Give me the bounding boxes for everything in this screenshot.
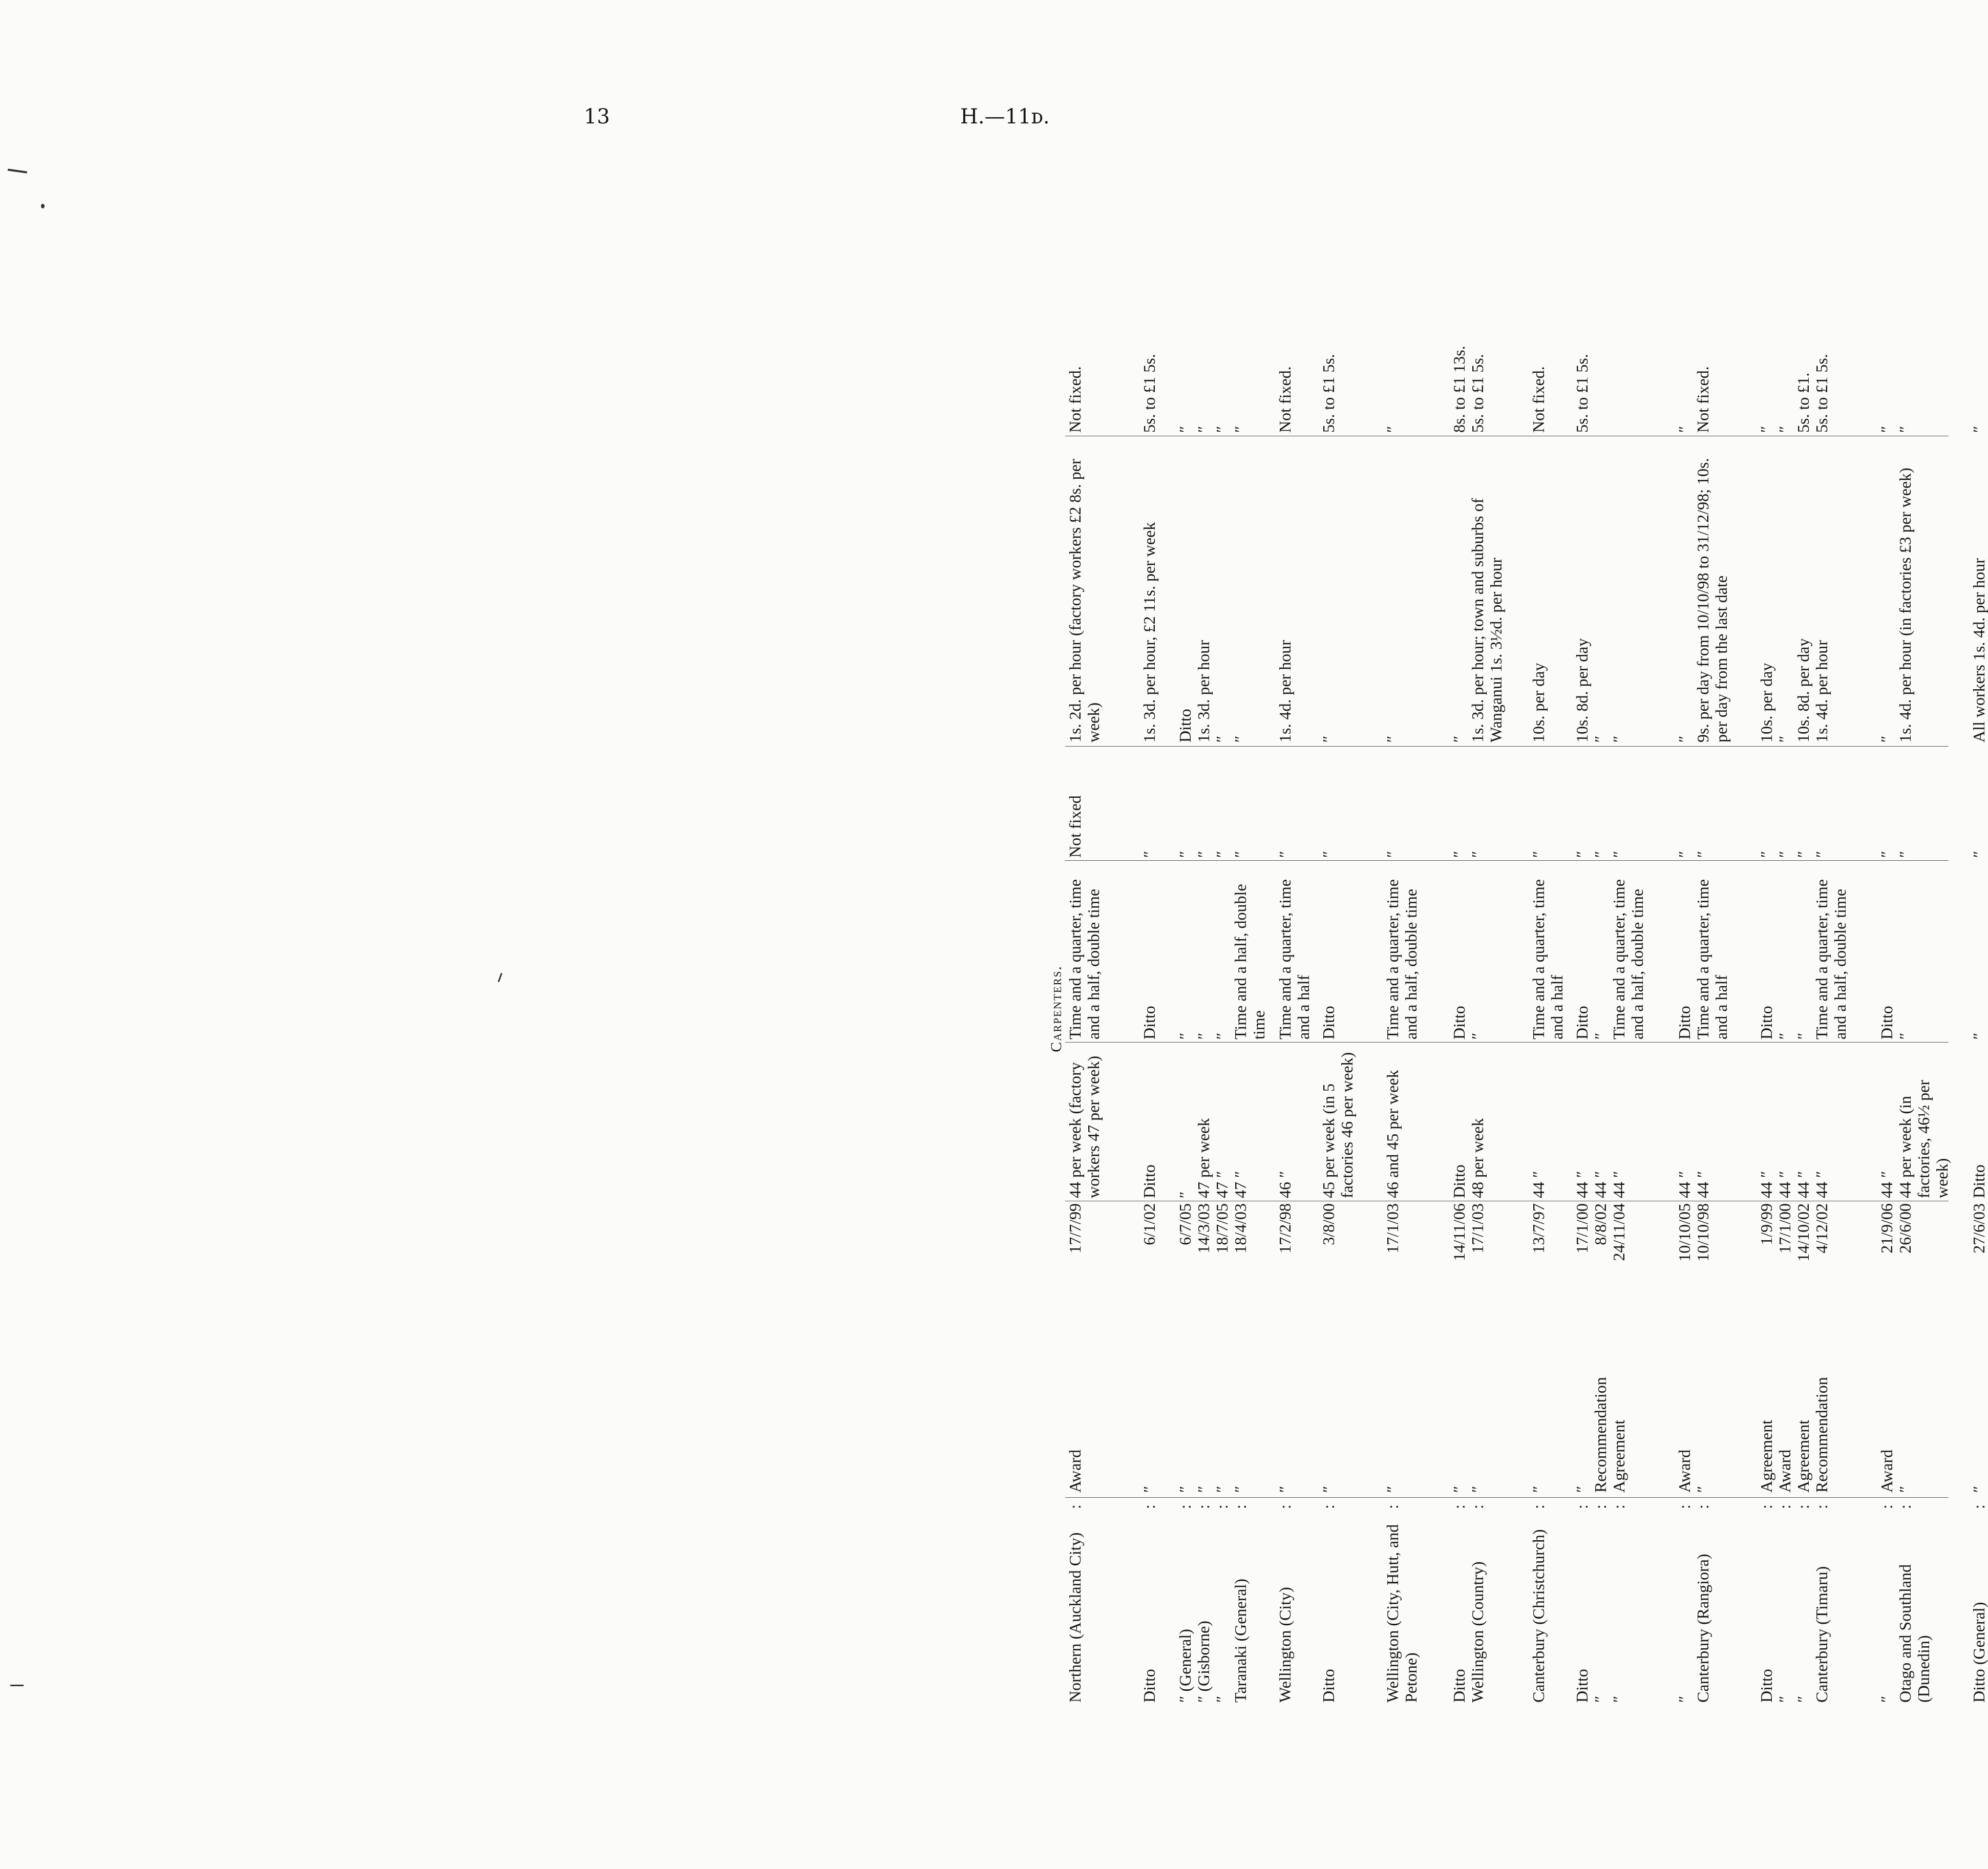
piecework-cell: ″ (1319, 851, 1338, 858)
date-cell: 14/11/06 (1450, 1203, 1468, 1261)
leader-dots: : (1970, 1504, 1988, 1509)
overtime-cell: Ditto (1877, 1006, 1896, 1039)
hours-cell: Ditto (1970, 1164, 1988, 1198)
apprentices-cell: 5s. to £1 5s. (1468, 354, 1487, 433)
overtime-cell: Time and a quarter, time and a half, double time (1812, 879, 1849, 1039)
minimum-wage-cell: 1s. 3d. per hour (1194, 640, 1213, 742)
leader-dots: : (1383, 1504, 1402, 1509)
leader-dots: : (1319, 1504, 1338, 1509)
apprentices-cell: ″ (1231, 426, 1250, 433)
overtime-cell: Time and a quarter, time and a half (1694, 879, 1730, 1039)
nature-cell: ″ (1896, 1485, 1914, 1493)
date-cell: 21/9/06 (1877, 1203, 1896, 1254)
apprentices-cell: ″ (1675, 426, 1694, 433)
piecework-cell: ″ (1573, 851, 1591, 858)
column-rule (1065, 746, 1949, 747)
minimum-wage-cell: 10s. 8d. per day (1573, 638, 1591, 742)
date-cell: 17/1/03 (1468, 1203, 1487, 1254)
apprentices-cell: ″ (1970, 426, 1988, 433)
leader-dots: : (1194, 1504, 1213, 1509)
date-cell: 8/8/02 (1591, 1203, 1610, 1245)
hours-cell: 44 ″ (1573, 1171, 1591, 1198)
overtime-cell: Ditto (1757, 1006, 1775, 1039)
scan-mark (8, 168, 27, 173)
piecework-cell: Not fixed (1066, 795, 1084, 858)
district-cell: ″ (1775, 1695, 1794, 1703)
nature-cell: Recommendation (1591, 1377, 1610, 1493)
hours-cell: Ditto (1450, 1164, 1468, 1198)
apprentices-cell: ″ (1176, 426, 1194, 433)
document-reference: H.—11ᴅ. (960, 105, 1050, 129)
scan-mark (41, 204, 45, 208)
date-cell: 10/10/98 (1694, 1203, 1712, 1262)
scan-mark (498, 973, 502, 982)
district-cell: Canterbury (Timaru) (1812, 1566, 1831, 1703)
date-cell: 26/6/00 (1896, 1203, 1914, 1254)
minimum-wage-cell: 9s. per day from 10/10/98 to 31/12/98; 10s. per day from the last date (1694, 458, 1730, 742)
hours-cell: 47 per week (1194, 1118, 1213, 1198)
scan-mark (10, 1685, 24, 1686)
apprentices-cell: 8s. to £1 13s. (1450, 346, 1468, 433)
district-cell: Canterbury (Christchurch) (1529, 1529, 1548, 1703)
district-cell: Ditto (1450, 1669, 1468, 1703)
piecework-cell: ″ (1450, 851, 1468, 858)
leader-dots: : (1066, 1504, 1084, 1509)
hours-cell: 44 ″ (1694, 1171, 1712, 1198)
date-cell: 18/4/03 (1231, 1203, 1250, 1254)
district-cell: Ditto (1757, 1669, 1775, 1703)
nature-cell: ″ (1450, 1485, 1468, 1493)
minimum-wage-cell: All workers 1s. 4d. per hour (1970, 558, 1988, 742)
minimum-wage-cell: 1s. 4d. per hour (in factories £3 per week) (1896, 468, 1914, 742)
nature-cell: Award (1675, 1449, 1694, 1493)
district-cell: Otago and Southland (Dunedin) (1896, 1564, 1933, 1703)
district-cell: ″ (1591, 1695, 1610, 1703)
apprentices-cell: Not fixed. (1066, 366, 1084, 433)
district-cell: ″ (1610, 1695, 1628, 1703)
date-cell: 10/10/05 (1675, 1203, 1694, 1262)
minimum-wage-cell: 1s. 3d. per hour, £2 11s. per week (1140, 522, 1158, 742)
overtime-cell: Time and a quarter, time and a half (1276, 879, 1313, 1039)
nature-cell: Agreement (1757, 1419, 1775, 1493)
apprentices-cell: ″ (1213, 426, 1231, 433)
minimum-wage-cell: 10s. 8d. per day (1794, 638, 1812, 742)
overtime-cell: ″ (1468, 1032, 1487, 1039)
minimum-wage-cell: 1s. 4d. per hour (1276, 640, 1294, 742)
hours-cell: 47 ″ (1231, 1171, 1250, 1198)
minimum-wage-cell: ″ (1213, 735, 1231, 742)
page-number: 13 (584, 105, 610, 129)
apprentices-cell: 5s. to £1 5s. (1573, 354, 1591, 433)
leader-dots: : (1573, 1504, 1591, 1509)
date-cell: 18/7/05 (1213, 1203, 1231, 1254)
date-cell: 24/11/04 (1610, 1203, 1628, 1261)
apprentices-cell: ″ (1896, 426, 1914, 433)
apprentices-cell: 5s. to £1 5s. (1812, 354, 1831, 433)
nature-cell: Award (1775, 1449, 1794, 1493)
minimum-wage-cell: 1s. 3d. per hour; town and suburbs of Wanganui 1s. 3½d. per hour (1468, 498, 1505, 742)
apprentices-cell: Not fixed. (1694, 366, 1712, 433)
nature-cell: ″ (1319, 1485, 1338, 1493)
leader-dots: : (1529, 1504, 1548, 1509)
district-cell: Ditto (1573, 1669, 1591, 1703)
district-cell: Wellington (City, Hutt, and Petone) (1383, 1524, 1420, 1703)
hours-cell: 47 ″ (1213, 1171, 1231, 1198)
minimum-wage-cell: ″ (1383, 735, 1402, 742)
leader-dots: : (1812, 1504, 1831, 1509)
leader-dots: : (1276, 1504, 1294, 1509)
apprentices-cell: Not fixed. (1529, 366, 1548, 433)
overtime-cell: Ditto (1450, 1006, 1468, 1039)
hours-cell: 44 ″ (1794, 1171, 1812, 1198)
section-title: Carpenters. (1048, 965, 1065, 1052)
piecework-cell: ″ (1775, 851, 1794, 858)
date-cell: 3/8/00 (1319, 1203, 1338, 1245)
hours-cell: 46 and 45 per week (1383, 1070, 1402, 1198)
minimum-wage-cell: ″ (1319, 735, 1338, 742)
minimum-wage-cell: ″ (1231, 735, 1250, 742)
hours-cell: 46 ″ (1276, 1171, 1294, 1198)
nature-cell: Agreement (1610, 1419, 1628, 1493)
date-cell: 14/3/03 (1194, 1203, 1213, 1254)
district-cell: Canterbury (Rangiora) (1694, 1554, 1712, 1703)
piecework-cell: ″ (1610, 851, 1628, 858)
date-cell: 14/10/02 (1794, 1203, 1812, 1262)
hours-cell: Ditto (1140, 1164, 1158, 1198)
date-cell: 17/1/03 (1383, 1203, 1402, 1254)
leader-dots: : (1591, 1504, 1610, 1509)
carpenters-table (1047, 294, 1988, 1703)
nature-cell: ″ (1213, 1485, 1231, 1493)
piecework-cell: ″ (1794, 851, 1812, 858)
hours-cell: 44 ″ (1757, 1171, 1775, 1198)
hours-cell: 44 ″ (1812, 1171, 1831, 1198)
piecework-cell: ″ (1140, 851, 1158, 858)
nature-cell: Award (1877, 1449, 1896, 1493)
date-cell: 17/1/00 (1573, 1203, 1591, 1254)
overtime-cell: Time and a quarter, time and a half, double time (1383, 879, 1420, 1039)
hours-cell: 44 ″ (1610, 1171, 1628, 1198)
date-cell: 6/1/02 (1140, 1203, 1158, 1245)
overtime-cell: Ditto (1319, 1006, 1338, 1039)
district-cell: ″ (1794, 1695, 1812, 1703)
date-cell: 13/7/97 (1529, 1203, 1548, 1254)
date-cell: 1/9/99 (1757, 1203, 1775, 1245)
nature-cell: Agreement (1794, 1419, 1812, 1493)
column-rule (1065, 860, 1949, 861)
leader-dots: : (1675, 1504, 1694, 1509)
district-cell: ″ (General) (1176, 1629, 1194, 1703)
column-rule (1065, 1497, 1949, 1498)
nature-cell: ″ (1140, 1485, 1158, 1493)
piecework-cell: ″ (1276, 851, 1294, 858)
overtime-cell: Time and a half, double time (1231, 884, 1268, 1039)
hours-cell: 44 per week (factory workers 47 per week) (1066, 1055, 1103, 1198)
hours-cell: 48 per week (1468, 1118, 1487, 1198)
leader-dots: : (1775, 1504, 1794, 1509)
district-cell: Ditto (1319, 1669, 1338, 1703)
apprentices-cell: Not fixed. (1276, 366, 1294, 433)
nature-cell: ″ (1468, 1485, 1487, 1493)
nature-cell: Award (1066, 1449, 1084, 1493)
apprentices-cell: 5s. to £1 5s. (1140, 354, 1158, 433)
overtime-cell: ″ (1970, 1032, 1988, 1039)
hours-cell: 44 ″ (1877, 1171, 1896, 1198)
piecework-cell: ″ (1194, 851, 1213, 858)
overtime-cell: ″ (1213, 1032, 1231, 1039)
apprentices-cell: ″ (1383, 426, 1402, 433)
minimum-wage-cell: 1s. 4d. per hour (1812, 640, 1831, 742)
leader-dots: : (1140, 1504, 1158, 1509)
minimum-wage-cell: ″ (1877, 735, 1896, 742)
district-cell: Northern (Auckland City) (1066, 1532, 1084, 1703)
nature-cell: Recommendation (1812, 1377, 1831, 1493)
district-cell: Ditto (1140, 1669, 1158, 1703)
nature-cell: ″ (1276, 1485, 1294, 1493)
nature-cell: ″ (1529, 1485, 1548, 1493)
piecework-cell: ″ (1176, 851, 1194, 858)
column-rule (1065, 1042, 1949, 1043)
district-cell: Taranaki (General) (1231, 1578, 1250, 1703)
apprentices-cell: ″ (1775, 426, 1794, 433)
nature-cell: ″ (1176, 1485, 1194, 1493)
piecework-cell: ″ (1757, 851, 1775, 858)
hours-cell: 45 per week (in 5 factories 46 per week) (1319, 1052, 1356, 1198)
overtime-cell: ″ (1591, 1032, 1610, 1039)
hours-cell: ″ (1176, 1191, 1194, 1198)
date-cell: 17/1/00 (1775, 1203, 1794, 1254)
overtime-cell: Time and a quarter, time and a half, double time (1066, 879, 1103, 1039)
apprentices-cell: 5s. to £1. (1794, 372, 1812, 433)
minimum-wage-cell: Ditto (1176, 709, 1194, 742)
district-cell: ″ (1675, 1695, 1694, 1703)
overtime-cell: ″ (1794, 1032, 1812, 1039)
overtime-cell: Time and a quarter, time and a half (1529, 879, 1566, 1039)
leader-dots: : (1450, 1504, 1468, 1509)
piecework-cell: ″ (1213, 851, 1231, 858)
nature-cell: ″ (1970, 1485, 1988, 1493)
hours-cell: 44 ″ (1675, 1171, 1694, 1198)
overtime-cell: Ditto (1140, 1006, 1158, 1039)
apprentices-cell: ″ (1194, 426, 1213, 433)
overtime-cell: Ditto (1675, 1006, 1694, 1039)
minimum-wage-cell: ″ (1775, 735, 1794, 742)
leader-dots: : (1694, 1504, 1712, 1509)
minimum-wage-cell: 1s. 2d. per hour (factory workers £2 8s. per week) (1066, 459, 1103, 742)
leader-dots: : (1176, 1504, 1194, 1509)
piecework-cell: ″ (1468, 851, 1487, 858)
leader-dots: : (1877, 1504, 1896, 1509)
piecework-cell: ″ (1812, 851, 1831, 858)
leader-dots: : (1468, 1504, 1487, 1509)
piecework-cell: ″ (1896, 851, 1914, 858)
overtime-cell: ″ (1176, 1032, 1194, 1039)
overtime-cell: ″ (1896, 1032, 1914, 1039)
apprentices-cell: ″ (1877, 426, 1896, 433)
piecework-cell: ″ (1675, 851, 1694, 858)
piecework-cell: ″ (1694, 851, 1712, 858)
district-cell: ″ (1213, 1695, 1231, 1703)
district-cell: ″ (1877, 1695, 1896, 1703)
hours-cell: 44 ″ (1775, 1171, 1794, 1198)
minimum-wage-cell: ″ (1675, 735, 1694, 742)
date-cell: 6/7/05 (1176, 1203, 1194, 1245)
overtime-cell: Ditto (1573, 1006, 1591, 1039)
hours-cell: 44 ″ (1529, 1171, 1548, 1198)
piecework-cell: ″ (1591, 851, 1610, 858)
overtime-cell: ″ (1775, 1032, 1794, 1039)
nature-cell: ″ (1573, 1485, 1591, 1493)
apprentices-cell: ″ (1757, 426, 1775, 433)
piecework-cell: ″ (1970, 851, 1988, 858)
piecework-cell: ″ (1383, 851, 1402, 858)
minimum-wage-cell: ″ (1591, 735, 1610, 742)
overtime-cell: ″ (1194, 1032, 1213, 1039)
leader-dots: : (1757, 1504, 1775, 1509)
nature-cell: ″ (1383, 1485, 1402, 1493)
leader-dots: : (1231, 1504, 1250, 1509)
piecework-cell: ″ (1231, 851, 1250, 858)
district-cell: Wellington (City) (1276, 1587, 1294, 1703)
leader-dots: : (1610, 1504, 1628, 1509)
minimum-wage-cell: ″ (1450, 735, 1468, 742)
nature-cell: ″ (1194, 1485, 1213, 1493)
date-cell: 4/12/02 (1812, 1203, 1831, 1254)
leader-dots: : (1794, 1504, 1812, 1509)
hours-cell: 44 ″ (1591, 1171, 1610, 1198)
leader-dots: : (1896, 1504, 1914, 1509)
leader-dots: : (1213, 1504, 1231, 1509)
piecework-cell: ″ (1529, 851, 1548, 858)
nature-cell: ″ (1694, 1485, 1712, 1493)
overtime-cell: Time and a quarter, time and a half, double time (1610, 879, 1646, 1039)
nature-cell: ″ (1231, 1485, 1250, 1493)
date-cell: 27/6/03 (1970, 1203, 1988, 1254)
minimum-wage-cell: ″ (1610, 735, 1628, 742)
district-cell: ″ (Gisborne) (1194, 1621, 1213, 1703)
piecework-cell: ″ (1877, 851, 1896, 858)
apprentices-cell: 5s. to £1 5s. (1319, 354, 1338, 433)
minimum-wage-cell: 10s. per day (1757, 663, 1775, 742)
date-cell: 17/2/98 (1276, 1203, 1294, 1254)
date-cell: 17/7/99 (1066, 1203, 1084, 1254)
minimum-wage-cell: 10s. per day (1529, 663, 1548, 742)
district-cell: Ditto (General) (1970, 1602, 1988, 1703)
district-cell: Wellington (Country) (1468, 1561, 1487, 1703)
hours-cell: 44 per week (in factories, 46½ per week) (1896, 1079, 1951, 1198)
